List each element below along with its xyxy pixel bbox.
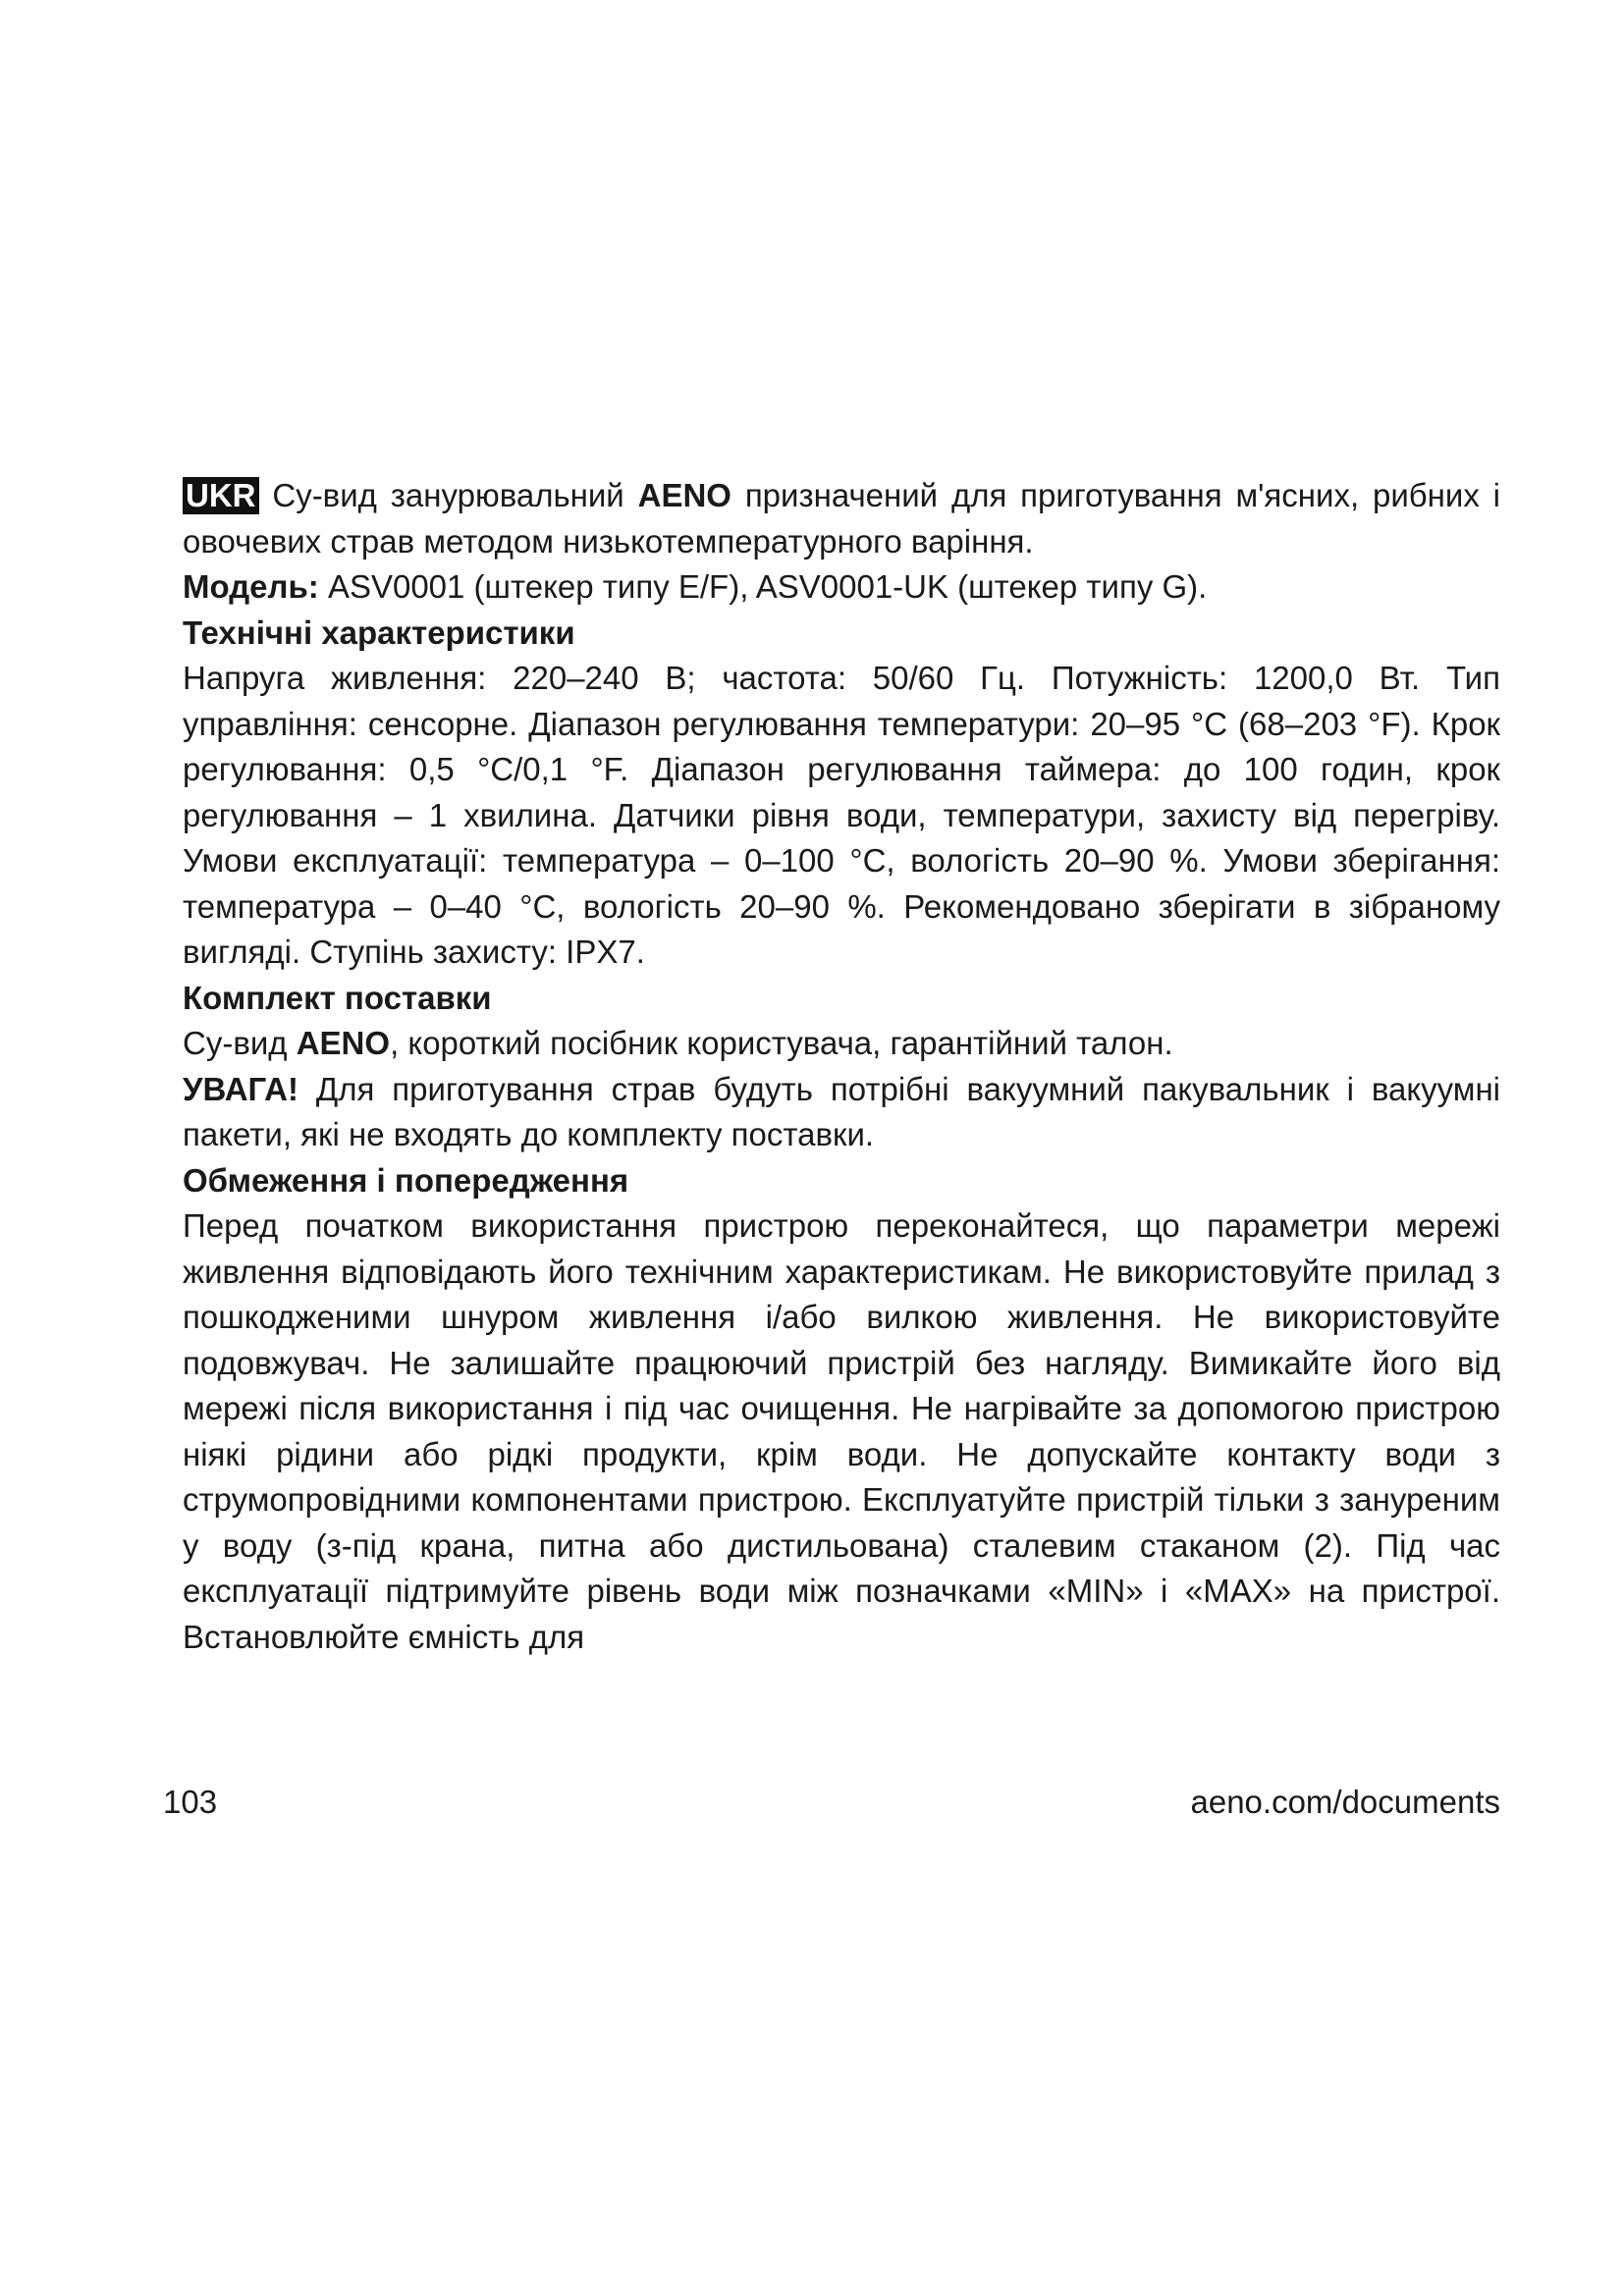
restrictions-heading: Обмеження і попередження bbox=[183, 1161, 629, 1199]
package-text-before-brand: Су-вид bbox=[183, 1025, 288, 1061]
page-number: 103 bbox=[163, 1784, 218, 1820]
model-line bbox=[183, 564, 1500, 611]
language-badge: UKR bbox=[183, 477, 259, 514]
model-value: ASV0001 (штекер типу E/F), ASV0001-UK (штекер типу G). bbox=[327, 568, 1208, 605]
specs-heading: Технічні характеристики bbox=[183, 614, 575, 651]
document-body bbox=[183, 473, 1500, 1660]
page-footer bbox=[163, 1784, 1500, 1821]
restrictions-paragraph: Перед початком використання пристрою переконайтеся, що параметри мережі живлення відповідають його технічним характеристикам. Не використовуйте прилад з пошкодженими шнуром живлення і/або вилкою живлення. Не використовуйте подовжувач. Не залишайте працюючий пристрій без нагляду. Вимикайте його від мережі після використання і під час очищення. Не нагрівайте за допомогою пристрою ніякі рідини або рідкі продукти, крім води. Не допускайте контакту води з струмопровідними компонентами пристрою. Експлуатуйте пристрій тільки з зануреним у воду (з-під крана, питна або дистильована) сталевим стаканом (2). Під час експлуатації підтримуйте рівень води між позначками «MIN» і «MAX» на пристрої. Встановлюйте ємність для bbox=[183, 1207, 1500, 1655]
specs-paragraph: Напруга живлення: 220–240 В; частота: 50/60 Гц. Потужність: 1200,0 Вт. Тип управління: сенсорне. Діапазон регулювання температури: 20–95 °C (68–203 °F). Крок регулювання: 0,5 °C/0,1 °F. Діапазон регулювання таймера: до 100 годин, крок регулювання – 1 хвилина. Датчики рівня води, температури, захисту від перегріву. Умови експлуатації: температура – 0–100 °C, вологість 20–90 %. Умови зберігання: температура – 0–40 °C, вологість 20–90 %. Рекомендовано зберігати в зібраному вигляді. Ступінь захисту: IPX7. bbox=[183, 660, 1500, 970]
package-paragraph bbox=[183, 1021, 1500, 1067]
intro-text-after-brand: призначений для приготування м'ясних, рибних і овочевих страв методом низькотемпературного варіння. bbox=[183, 477, 1501, 560]
warning-text: Для приготування страв будуть потрібні вакуумний пакувальник і вакуумні пакети, які не входять до комплекту поставки. bbox=[183, 1070, 1501, 1152]
package-text-after-brand: , короткий посібник користувача, гарантійний талон. bbox=[390, 1025, 1173, 1061]
intro-text-before-brand: Су-вид занурювальний bbox=[272, 477, 624, 513]
brand-name: AENO bbox=[637, 477, 731, 513]
model-label: Модель: bbox=[183, 568, 319, 605]
warning-label: УВАГА! bbox=[183, 1070, 298, 1107]
documents-url[interactable]: aeno.com/documents bbox=[1190, 1784, 1500, 1820]
package-brand-name: AENO bbox=[296, 1025, 391, 1061]
package-heading: Комплект поставки bbox=[183, 979, 492, 1016]
intro-paragraph bbox=[183, 473, 1500, 564]
warning-paragraph bbox=[183, 1067, 1500, 1158]
